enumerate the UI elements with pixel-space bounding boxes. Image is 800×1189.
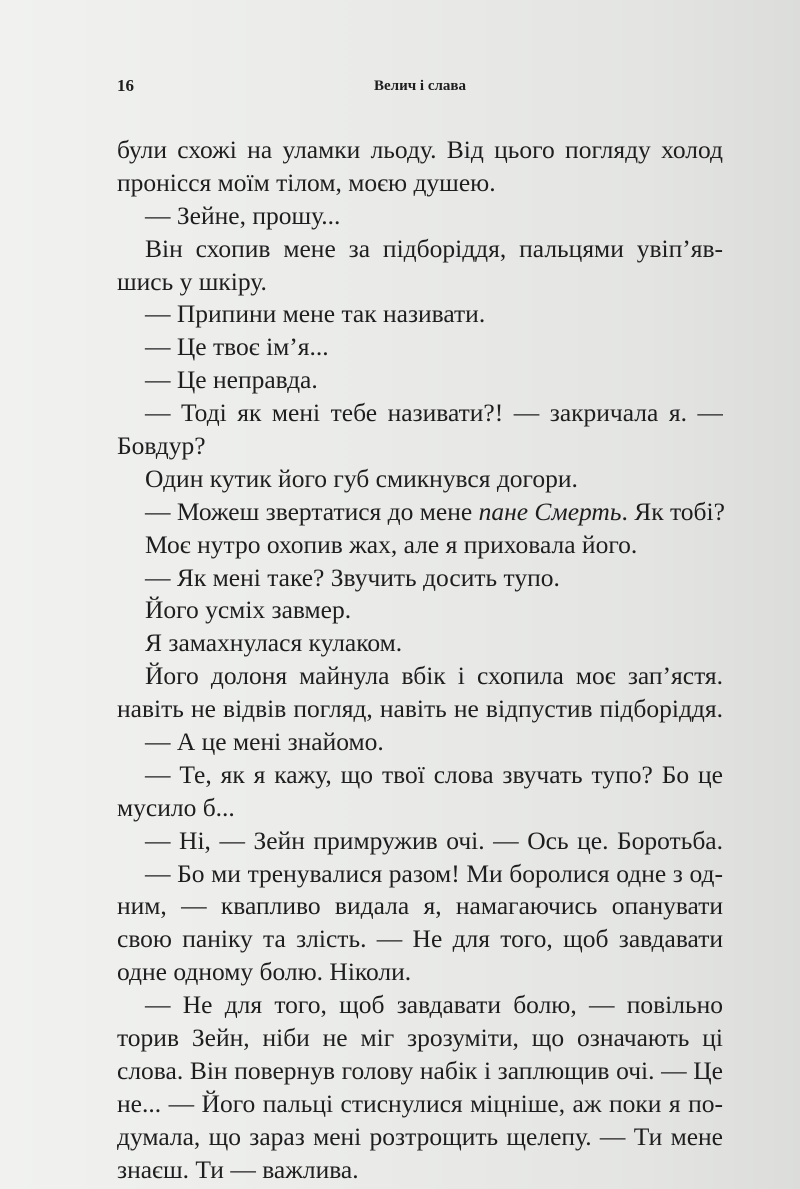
text-line: мусило б... [117,792,235,822]
page-body [117,134,723,1187]
text-segment: — Можеш звертатися до мене [145,496,479,526]
text-line: — Припини мене так називати. [145,299,486,329]
text-line: Бовдур? [117,431,206,461]
text-line: — Як мені таке? Звучить досить тупо. [145,562,560,592]
text-line: — Те, як я кажу, що твої слова звучать тупо? Бо це [145,759,723,789]
text-line: Я замахнулася кулаком. [145,628,403,658]
text-line: свою паніку та злість. — Не для того, щоб завдавати [117,924,723,954]
text-segment: . Як тобі? [621,496,725,526]
text-line: — Це твоє ім’я... [145,332,329,362]
text-line: ним, — квапливо видала я, намагаючись опанувати [117,891,723,921]
text-line: торив Зейн, ніби не міг зрозуміти, що означають ці [117,1023,723,1053]
text-line: не... — Його пальці стиснулися міцніше, аж поки я по- [117,1088,723,1118]
text-line: думала, що зараз мені розтрощить щелепу. — Ти мене [117,1121,723,1151]
text-line: — Тоді як мені тебе називати?! — закричала я. — [145,398,723,428]
text-line: Його усміх завмер. [145,595,352,625]
text-line: Його долоня майнула вбік і схопила моє зап’ястя. [145,661,723,691]
text-line: навіть не відвів погляд, навіть не відпустив підборіддя. [117,694,723,724]
text-line: — Зейне, прошу... [145,200,341,230]
text-line: — Ні, — Зейн примружив очі. — Ось це. Боротьба. [145,825,723,855]
text-line: — А це мені знайомо. [145,727,384,757]
text-line: Один кутик його губ смикнувся догори. [145,463,578,493]
text-line: Він схопив мене за підборіддя, пальцями увіп’яв- [145,233,723,263]
text-line: — Бо ми тренувалися разом! Ми боролися одне з од- [145,858,723,888]
page-number: 16 [117,76,134,95]
text-line: були схожі на уламки льоду. Від цього погляду холод [117,135,723,164]
text-line: слова. Він повернув голову набік і заплющив очі. — Це [117,1055,723,1085]
text-line [117,496,723,529]
text-line: — Це неправда. [145,365,318,395]
running-title: Велич і слава [373,78,467,94]
text-line: пронісся моїм тілом, моєю душею. [117,167,496,197]
text-line: шись у шкіру. [117,266,267,296]
text-line: одне одному болю. Ніколи. [117,957,412,987]
text-line: — Не для того, щоб завдавати болю, — повільно [145,990,723,1020]
text-line: знаєш. Ти — важлива. [117,1154,359,1184]
italic-segment: пане Смерть [478,496,622,526]
text-line: Моє нутро охопив жах, але я приховала його. [145,529,638,559]
